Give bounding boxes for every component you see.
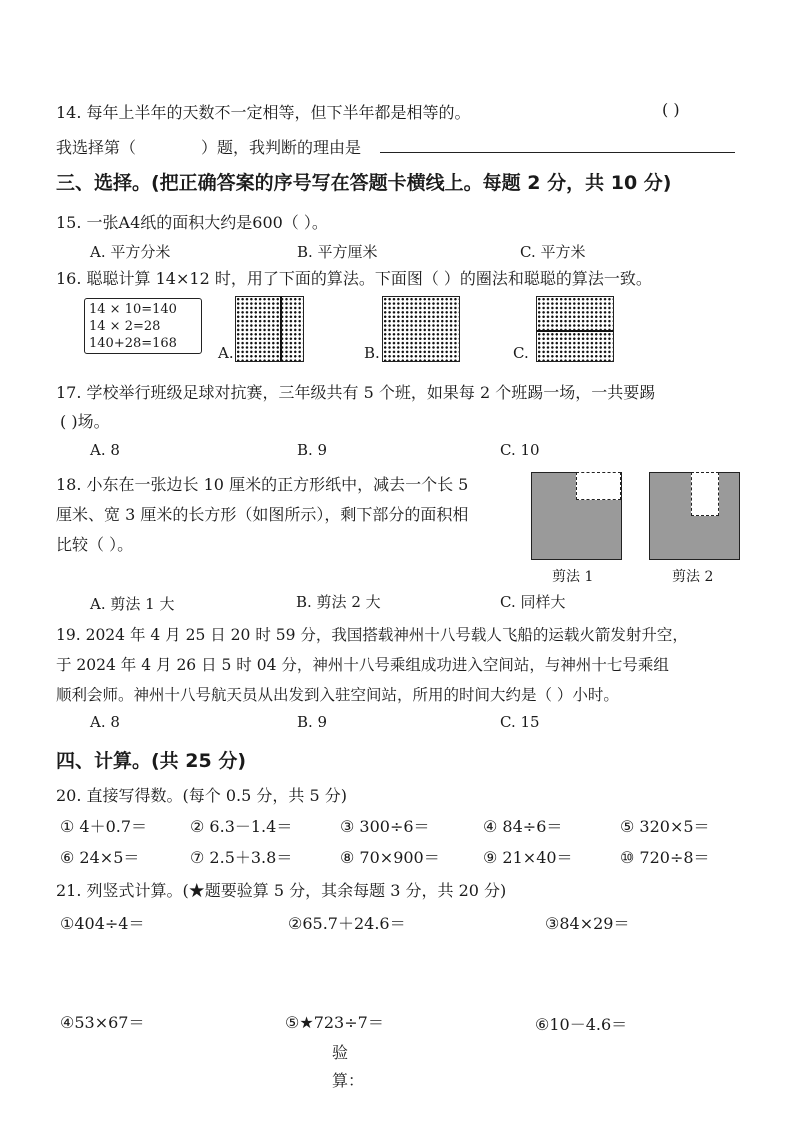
q20-item-10[interactable]: ⑩ 720÷8＝ [620,848,710,867]
q14-text: 14. 每年上半年的天数不一定相等，但下半年都是相等的。 [56,103,471,122]
q16-dot-grid-b[interactable] [382,296,460,362]
q16-method-line-2: 14 × 2=28 [89,319,161,334]
q21-item-4[interactable]: ④53×67＝ [60,1013,145,1032]
q20-item-1[interactable]: ① 4＋0.7＝ [60,817,148,836]
q21-item-1[interactable]: ①404÷4＝ [60,914,145,933]
q18-cut-rect-2 [691,472,719,516]
q17-option-a[interactable]: A. 8 [90,441,120,459]
q18-caption-2: 剪法 2 [672,569,714,585]
q15-option-b[interactable]: B. 平方厘米 [297,243,378,261]
q17-text: 17. 学校举行班级足球对抗赛，三年级共有 5 个班，如果每 2 个班踢一场，一共要踢 [56,383,656,402]
q17-text-2: ( )场。 [60,412,110,431]
q16-method-box [84,298,202,354]
q16-label-c: C. [513,344,529,362]
q19-option-c[interactable]: C. 15 [500,713,540,731]
q20-item-2[interactable]: ② 6.3－1.4＝ [190,817,293,836]
q18-line-2: 厘米、宽 3 厘米的长方形（如图所示），剩下部分的面积相 [56,505,469,524]
q15-text: 15. 一张A4纸的面积大约是600（ ）。 [56,213,328,232]
q17-option-b[interactable]: B. 9 [297,441,328,459]
section-4-title: 四、计算。(共 25 分) [56,750,247,772]
q16-method-line-3: 140+28=168 [89,336,177,351]
q19-option-b[interactable]: B. 9 [297,713,328,731]
q21-title: 21. 列竖式计算。(★题要验算 5 分，其余每题 3 分，共 20 分) [56,881,507,900]
q16-label-b: B. [364,344,380,362]
q20-item-4[interactable]: ④ 84÷6＝ [483,817,563,836]
q17-option-c[interactable]: C. 10 [500,441,540,459]
q18-option-a[interactable]: A. 剪法 1 大 [90,595,175,613]
q14-reason-prefix: 我选择第（ [56,138,137,157]
q14-reason-suffix: ）题，我判断的理由是 [201,138,362,157]
q16-label-a: A. [218,344,234,362]
q19-line-1: 19. 2024 年 4 月 25 日 20 时 59 分，我国搭载神州十八号载人飞船的运载火箭发射升空， [56,626,688,644]
q16-method-line-1: 14 × 10=140 [89,302,177,317]
q20-item-6[interactable]: ⑥ 24×5＝ [60,848,140,867]
q15-option-a[interactable]: A. 平方分米 [90,243,171,261]
q15-option-c[interactable]: C. 平方米 [520,243,586,261]
q19-option-a[interactable]: A. 8 [90,713,120,731]
q18-option-c[interactable]: C. 同样大 [500,593,566,611]
q18-option-b[interactable]: B. 剪法 2 大 [296,593,381,611]
q14-answer-paren[interactable]: ( ) [662,100,680,119]
q18-cut-rect-1 [576,472,621,500]
q21-item-2[interactable]: ②65.7＋24.6＝ [288,914,406,933]
q19-line-3: 顺利会师。神州十八号航天员从出发到入驻空间站，所用的时间大约是（ ）小时。 [56,686,619,704]
q18-caption-1: 剪法 1 [552,569,594,585]
q19-line-2: 于 2024 年 4 月 26 日 5 时 04 分，神州十八号乘组成功进入空间站，与神州十七号乘组 [56,656,669,674]
q21-check-label-2: 算： [332,1071,365,1090]
q14-reason-line[interactable] [380,152,735,153]
q18-line-1: 18. 小东在一张边长 10 厘米的正方形纸中，减去一个长 5 [56,475,469,494]
q20-item-9[interactable]: ⑨ 21×40＝ [483,848,573,867]
q20-title: 20. 直接写得数。(每个 0.5 分，共 5 分) [56,786,347,805]
q20-item-3[interactable]: ③ 300÷6＝ [340,817,430,836]
q16-text: 16. 聪聪计算 14×12 时，用了下面的算法。下面图（ ）的圈法和聪聪的算法一致。 [56,269,652,288]
q20-item-7[interactable]: ⑦ 2.5＋3.8＝ [190,848,293,867]
q21-item-6[interactable]: ⑥10－4.6＝ [535,1015,628,1034]
q16-grid-a-divider [280,297,282,361]
q18-figure-cut-2 [649,472,740,560]
q20-item-8[interactable]: ⑧ 70×900＝ [340,848,440,867]
q18-line-3: 比较（ ）。 [56,535,134,554]
section-3-title: 三、选择。(把正确答案的序号写在答题卡横线上。每题 2 分，共 10 分) [56,172,672,194]
q18-figure-cut-1 [531,472,622,560]
q21-check-label-1: 验 [332,1043,349,1062]
q20-item-5[interactable]: ⑤ 320×5＝ [620,817,710,836]
q21-item-3[interactable]: ③84×29＝ [545,914,630,933]
q16-dot-grid-a[interactable] [235,296,304,362]
q16-grid-c-divider [537,330,613,332]
q16-dot-grid-c[interactable] [536,296,614,362]
q21-item-5[interactable]: ⑤★723÷7＝ [285,1013,384,1032]
